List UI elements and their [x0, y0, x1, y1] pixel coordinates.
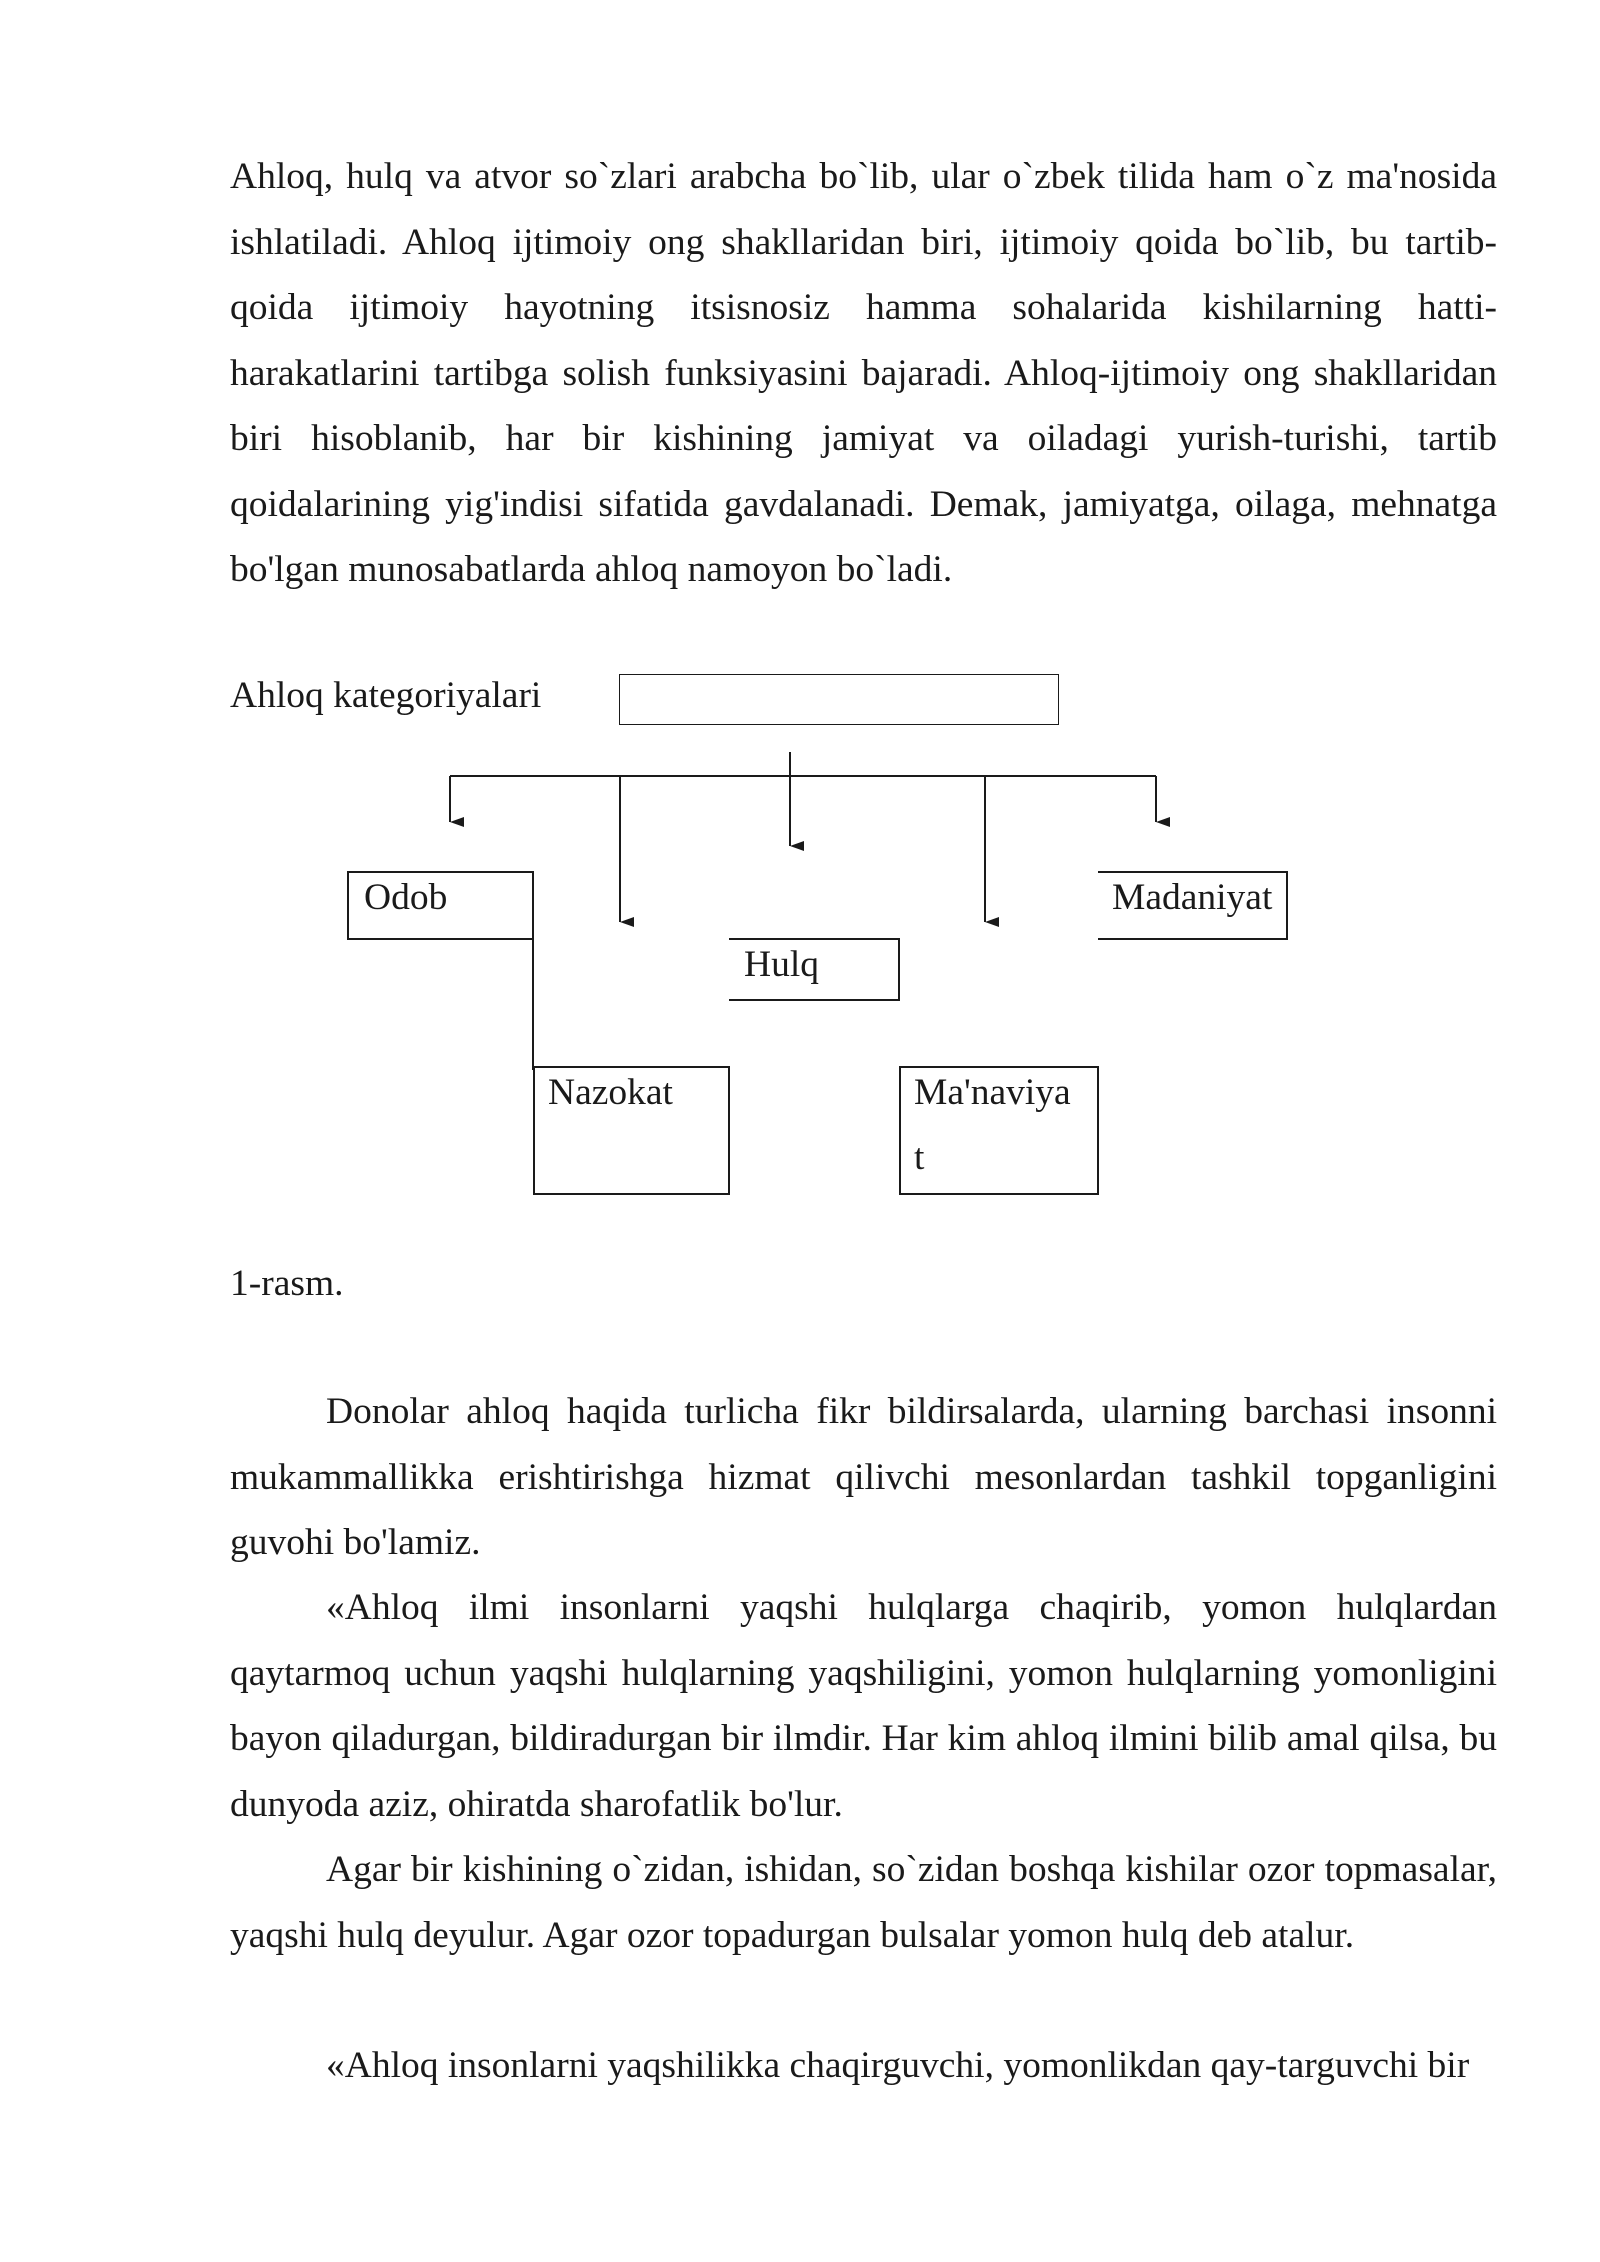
diagram-title: Ahloq kategoriyalari — [230, 675, 542, 716]
paragraph-intro: Ahloq, hulq va atvor so`zlari arabcha bo`lib, ular o`zbek tilida ham o`z ma'nosida ishlatiladi. Ahloq ijtimoiy ong shakllaridan biri, ijtimoiy qoida bo`lib, bu tartib-qoida ijtimoiy hayotning itsisnosiz hamma sohalarida kishilarning hatti-harakatlarini tartibga solish funksiyasini bajaradi. Ahloq-ijtimoiy ong shakllaridan biri hisoblanib, har bir kishining jamiyat va oiladagi yurish-turishi, tartib qoidalarining yig'indisi sifatida gavdalanadi. Demak, jamiyatga, oilaga, mehnatga bo'lgan munosabatlarda ahloq namoyon bo`ladi. — [230, 156, 1497, 590]
paragraph-agar: Agar bir kishining o`zidan, ishidan, so`zidan boshqa kishilar ozor topmasalar, yaqshi hulq deyulur. Agar ozor topadurgan bulsalar yomon hulq deb atalur. — [230, 1849, 1497, 1956]
paragraph-quote-ahloq-ilmi: «Ahloq ilmi insonlarni yaqshi hulqlarga chaqirib, yomon hulqlardan qaytarmoq uchun yaqshi hulqlarning yaqshiligini, yomon hulqlarning yomonligini bayon qiladurgan, bildiradurgan bir ilmdir. Har kim ahloq ilmini bilib amal qilsa, bu dunyoda aziz, ohiratda sharofatlik bo'lur. — [230, 1587, 1497, 1825]
category-madaniyat: Madaniyat — [1112, 877, 1273, 918]
paragraph-quote-ahloq-insonlarni: «Ahloq insonlarni yaqshilikka chaqirguvchi, yomonlikdan qay-targuvchi bir — [326, 2045, 1470, 2086]
category-nazokat: Nazokat — [548, 1072, 673, 1113]
category-hulq: Hulq — [744, 944, 819, 985]
paragraph-donolar: Donolar ahloq haqida turlicha fikr bildirsalarda, ularning barchasi insonni mukammallikka erishtirishga hizmat qilivchi mesonlardan tashkil topganligini guvohi bo'lamiz. — [230, 1391, 1497, 1563]
category-manaviyat-line2: t — [914, 1137, 925, 1178]
category-manaviyat-line1: Ma'naviya — [914, 1072, 1071, 1113]
figure-caption: 1-rasm. — [230, 1263, 344, 1304]
category-odob: Odob — [364, 877, 448, 918]
